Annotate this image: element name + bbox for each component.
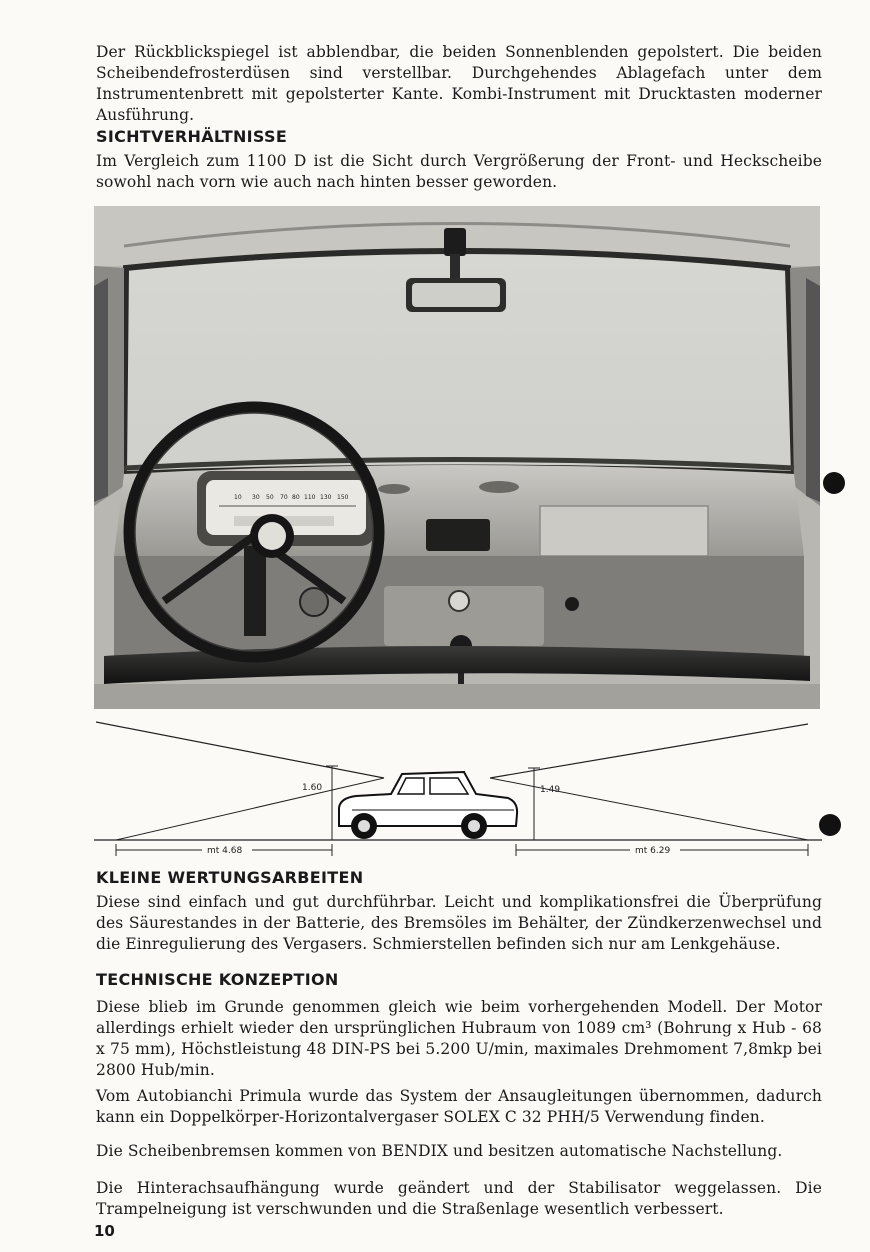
section-paragraph: Diese sind einfach und gut durchführbar. Leicht und komplikationsfrei die Überprüfung des Säurestandes in der Batterie, des Bremsöles im Behälter, der Zündkerzenwechsel und die Einregulierung des Vergasers. Schmierstellen befinden sich nur am Lenkgehäuse. (96, 893, 822, 953)
speedo-tick: 10 (234, 494, 242, 501)
speedo-tick: 110 (304, 494, 316, 501)
front-height-label: 1.60 (302, 783, 323, 793)
dashboard-photo (94, 206, 820, 709)
intro-paragraph: Der Rückblickspiegel ist abblendbar, die beiden Sonnenblenden gepolstert. Die beiden Scheibendefrosterdüsen sind verstellbar. Durchgehendes Ablagefach unter dem Instrumentenbrett mit gepolsterter Kante. Kombi-Instrument mit Drucktasten moderner Ausführung. (96, 43, 822, 124)
section-heading-kleine-wertungsarbeiten: KLEINE WERTUNGSARBEITEN (96, 868, 364, 887)
page-number: 10 (94, 1222, 115, 1240)
front-distance-label: mt 4.68 (207, 846, 243, 856)
margin-bullet (819, 814, 841, 836)
section-paragraph: Im Vergleich zum 1100 D ist die Sicht durch Vergrößerung der Front- und Heckscheibe sowohl nach vorn wie auch nach hinten besser geworden. (96, 152, 822, 191)
section-paragraph: Die Scheibenbremsen kommen von BENDIX und besitzen automatische Nachstellung. (96, 1142, 783, 1160)
rear-distance-label: mt 6.29 (635, 846, 671, 856)
section-paragraph: Vom Autobianchi Primula wurde das System der Ansaugleitungen übernommen, dadurch kann ein Doppelkörper-Horizontalvergaser SOLEX C 32 PHH/5 Verwendung finden. (96, 1087, 822, 1126)
sight-line-diagram (94, 718, 822, 860)
speedo-tick: 70 (280, 494, 288, 501)
speedo-tick: 130 (320, 494, 332, 501)
speedo-tick: 30 (252, 494, 260, 501)
rear-height-label: 1.49 (540, 785, 561, 795)
speedo-tick: 50 (266, 494, 274, 501)
section-heading-technische-konzeption: TECHNISCHE KONZEPTION (96, 970, 339, 989)
speedo-tick: 150 (337, 494, 349, 501)
speedo-tick: 80 (292, 494, 300, 501)
section-heading-sichtverhaeltnisse: SICHTVERHÄLTNISSE (96, 127, 288, 146)
margin-bullet (823, 472, 845, 494)
section-paragraph: Die Hinterachsaufhängung wurde geändert und der Stabilisator weggelassen. Die Trampelneigung ist verschwunden und die Straßenlage wesentlich verbessert. (96, 1179, 822, 1218)
section-paragraph: Diese blieb im Grunde genommen gleich wie beim vorhergehenden Modell. Der Motor allerdings erhielt wieder den ursprünglichen Hubraum von 1089 cm³ (Bohrung x Hub - 68 x 75 mm), Höchstleistung 48 DIN-PS bei 5.200 U/min, maximales Drehmoment 7,8mkp bei 2800 Hub/min. (96, 998, 822, 1079)
